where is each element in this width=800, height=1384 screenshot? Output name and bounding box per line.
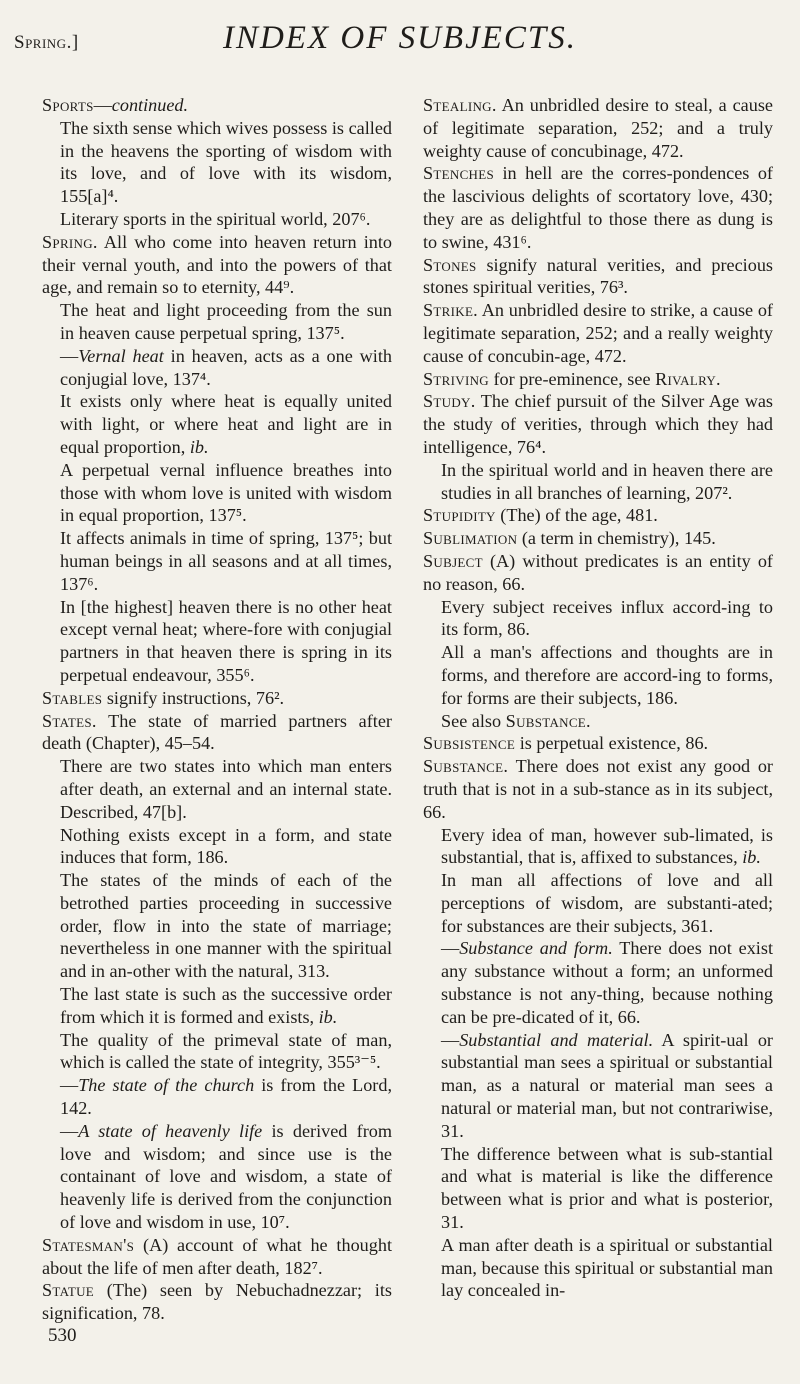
entry-text: in heaven, acts as a one with conjugial love, 137⁴.: [60, 345, 392, 389]
entry-headword: Spring.: [42, 231, 98, 252]
index-subentry: [42, 117, 392, 208]
index-entry: [42, 231, 392, 299]
ibid-reference: ib.: [742, 847, 761, 868]
entry-dash: —: [60, 1075, 79, 1096]
entry-text: A perpetual vernal influence breathes into those with whom love is united with wisdom in equal proportion, 137⁵.: [60, 459, 392, 526]
index-entry: [42, 687, 392, 710]
index-subentry: [423, 1234, 773, 1302]
entry-text: In [the highest] heaven there is no other heat except vernal heat; where-fore with conjugial partners in that heaven there is spring in its perpetual endeavour, 355⁶.: [60, 596, 392, 685]
entry-text: (A) account of what he thought about the life of men after death, 182⁷.: [42, 1234, 392, 1278]
index-subentry: [42, 299, 392, 345]
entry-text: The heat and light proceeding from the sun in heaven cause perpetual spring, 137⁵.: [60, 300, 392, 343]
index-subentry: [423, 824, 773, 870]
entry-text: It affects animals in time of spring, 137⁵; but human beings in all seasons and at all times, 137⁶.: [60, 528, 392, 594]
cross-reference: Substance.: [505, 710, 591, 731]
index-entry: [42, 94, 392, 117]
entry-text: A spirit-ual or substantial man sees a spiritual or substantial man, as a natural or material man sees a natural or material man, but not contrariwise, 31.: [441, 1029, 773, 1141]
entry-text: See also: [441, 710, 506, 731]
entry-text: (a term in chemistry), 145.: [517, 528, 716, 549]
index-entry: [423, 550, 773, 596]
entry-headword: Striving: [423, 368, 489, 389]
entry-italic-term: A state of heavenly life: [78, 1120, 263, 1141]
entry-text: All a man's affections and thoughts are in forms, and therefore are accord-ing to forms, for forms are their subjects, 186.: [441, 642, 773, 708]
entry-headword: Statesman's: [42, 1234, 135, 1255]
index-subentry: [423, 641, 773, 709]
index-subentry: [423, 596, 773, 642]
entry-headword: Stables: [42, 687, 103, 708]
index-subentry: [42, 1029, 392, 1075]
entry-text: An unbridled desire to steal, a cause of legitimate separation, 252; and a truly weighty cause of concubinage, 472.: [423, 95, 773, 161]
entry-italic-term: Substantial and material.: [459, 1029, 654, 1050]
entry-italic-term: continued.: [111, 95, 189, 115]
entry-text: for pre-eminence, see: [488, 368, 656, 389]
entry-text: There does not exist any good or truth that is not in a sub-stance as in its subject, 66.: [423, 756, 773, 822]
entry-headword: Stealing.: [423, 95, 497, 115]
right-column: [423, 94, 773, 1302]
entry-text: is derived from love and wisdom; and since use is the containant of love and wisdom, a state of heavenly life is derived from the conjunction of love and wisdom in use, 10⁷.: [60, 1120, 392, 1233]
index-entry: [423, 527, 773, 550]
running-head-section: Spring.]: [14, 32, 79, 53]
entry-dash: —: [441, 938, 460, 959]
entry-text: The states of the minds of each of the betrothed parties proceeding in successive order, flow in into the state of marriage; nevertheless in one manner with the spiritual and in an-other with the natural, 313.: [60, 870, 392, 982]
index-subentry: [42, 869, 392, 983]
entry-text: A man after death is a spiritual or substantial man, because this spiritual or substantial man lay concealed in-: [441, 1234, 773, 1301]
entry-dash: —: [60, 345, 79, 366]
entry-text: Every subject receives influx accord-ing to its form, 86.: [441, 596, 773, 640]
index-entry: [423, 299, 773, 367]
cross-reference: Rivalry.: [655, 368, 721, 389]
entry-text: is perpetual existence, 86.: [515, 733, 709, 754]
entry-text: The quality of the primeval state of man, which is called the state of integrity, 355³⁻⁵.: [60, 1029, 392, 1073]
entry-headword: Subject: [423, 550, 483, 571]
index-entry: [423, 254, 773, 300]
index-entry: [42, 710, 392, 756]
index-subentry: [42, 596, 392, 687]
index-subentry: [423, 937, 773, 1028]
entry-italic-term: The state of the church: [78, 1075, 255, 1096]
entry-text: Every idea of man, however sub-limated, is substantial, that is, affixed to substances,: [441, 824, 773, 868]
index-entry: [42, 1234, 392, 1280]
index-entry: [423, 755, 773, 823]
left-column: [42, 94, 392, 1348]
entry-text: There are two states into which man enters after death, an external and an internal state. Described, 47[b].: [60, 756, 392, 822]
entry-text: It exists only where heat is equally united with light, or where heat and light are in equal proportion,: [60, 391, 392, 457]
entry-headword: States.: [42, 710, 97, 731]
entry-headword: Statue: [42, 1280, 95, 1301]
index-entry: [423, 162, 773, 253]
entry-headword: Substance.: [423, 756, 509, 777]
index-subentry: [42, 824, 392, 870]
entry-text: All who come into heaven return into their vernal youth, and into the powers of that age, and remain so to eternity, 44⁹.: [42, 231, 392, 298]
entry-text: (A) without predicates is an entity of no reason, 66.: [423, 550, 773, 594]
entry-text: The sixth sense which wives possess is called in the heavens the sporting of wisdom with its love, and of love with its wisdom, 155[a]⁴.: [60, 117, 392, 207]
entry-headword: Study.: [423, 391, 476, 412]
entry-text: The state of married partners after death (Chapter), 45–54.: [42, 710, 392, 754]
running-head: [14, 14, 786, 58]
index-subentry: [423, 710, 773, 733]
entry-headword: Strike.: [423, 300, 479, 321]
index-entry: [423, 368, 773, 391]
ibid-reference: ib.: [189, 436, 209, 457]
entry-headword: Stones: [423, 254, 477, 275]
entry-headword: Stenches: [423, 163, 495, 184]
index-subentry: [42, 390, 392, 458]
index-subentry: [42, 1074, 392, 1120]
entry-headword: Stupidity: [423, 505, 496, 526]
entry-italic-term: Substance and form.: [459, 938, 613, 959]
index-subentry: [42, 983, 392, 1029]
entry-headword: Sports: [42, 95, 94, 115]
entry-text: There does not exist any substance without a form; an unformed substance is not any-thing, because nothing can be pre-dicated of it, 66.: [441, 938, 773, 1027]
index-entry: [423, 94, 773, 162]
index-subentry: [42, 345, 392, 391]
ibid-reference: ib.: [318, 1006, 338, 1027]
entry-text: in hell are the corres-pondences of the lascivious delights of scortatory love, 430; they are as delightful to those there as dung is to swine, 431⁶.: [423, 163, 773, 252]
entry-text: In the spiritual world and in heaven there are studies in all branches of learning, 207².: [441, 459, 773, 503]
entry-text: signify instructions, 76².: [102, 687, 285, 708]
page-number: 530: [48, 1325, 77, 1347]
index-subentry: [42, 755, 392, 823]
index-subentry: [423, 459, 773, 505]
entry-headword: Sublimation: [423, 528, 518, 549]
entry-text: The last state is such as the successive order from which it is formed and exists,: [60, 984, 392, 1027]
index-subentry: [42, 527, 392, 595]
index-entry: [423, 504, 773, 527]
entry-text: (The) of the age, 481.: [495, 505, 658, 526]
entry-dash: —: [441, 1029, 460, 1050]
entry-text: The difference between what is sub-stantial and what is material is like the difference between what is prior and what is posterior, 31.: [441, 1143, 773, 1233]
index-subentry: [42, 459, 392, 527]
index-subentry: [42, 208, 392, 231]
entry-italic-term: Vernal heat: [78, 345, 164, 366]
entry-text: (The) seen by Nebuchadnezzar; its signification, 78.: [42, 1280, 392, 1324]
entry-text: Nothing exists except in a form, and state induces that form, 186.: [60, 824, 392, 868]
entry-headword: Subsistence: [423, 733, 516, 754]
index-entry: [42, 1279, 392, 1325]
index-subentry: [423, 1029, 773, 1143]
page-title: INDEX OF SUBJECTS.: [222, 20, 578, 56]
entry-text: is from the Lord, 142.: [60, 1075, 392, 1119]
index-entry: [423, 390, 773, 458]
entry-text: An unbridled desire to strike, a cause of legitimate separation, 252; and a really weighty cause of concubin-age, 472.: [423, 300, 773, 366]
entry-dash: —: [93, 95, 112, 115]
entry-text: signify natural verities, and precious stones spiritual verities, 76³.: [423, 254, 773, 298]
index-subentry: [423, 869, 773, 937]
index-subentry: [423, 1143, 773, 1234]
entry-dash: —: [60, 1120, 79, 1141]
entry-text: The chief pursuit of the Silver Age was the study of verities, through which they had intelligence, 76⁴.: [423, 391, 773, 457]
index-entry: [423, 732, 773, 755]
index-subentry: [42, 1120, 392, 1234]
entry-text: In man all affections of love and all perceptions of wisdom, are substanti-ated; for substances are their subjects, 361.: [441, 870, 773, 936]
entry-text: Literary sports in the spiritual world, 207⁶.: [60, 208, 371, 229]
